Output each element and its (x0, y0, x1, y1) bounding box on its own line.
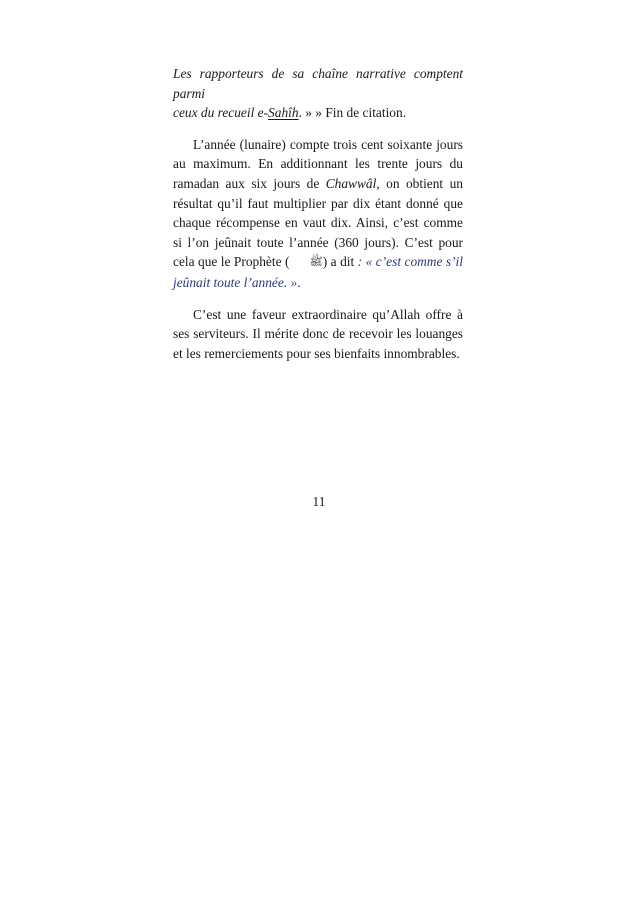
prophet-blessing-symbol: ﷺ (309, 256, 323, 269)
sahih-term: Sahîh (268, 105, 299, 121)
citation-line-2-start: ceux du recueil e- (173, 105, 269, 121)
chawwal-term: Chawwâl (325, 175, 377, 191)
prophet-quote: : « c’est comme s’il jeûnait toute l’année. » (173, 254, 463, 290)
page-number: 11 (312, 494, 326, 509)
citation-line-2-end: . » » Fin de citation. (298, 105, 407, 121)
lunar-year-text-a: L’année (lunaire) compte trois cent soixante jours au maximum. En additionnant les trente jours du ramadan aux six jours de (173, 136, 463, 191)
page-body (173, 64, 463, 363)
paragraph-citation-end (173, 64, 463, 123)
lunar-year-text-c: ) a dit (322, 254, 358, 270)
paragraph-lunar-year (173, 135, 463, 293)
paragraph-favour: C’est une faveur extraordinaire qu’Allah offre à ses serviteurs. Il mérite donc de recevoir les louanges et les remerciements pour ses bienfaits innombrables. (173, 306, 463, 361)
lunar-year-text-d: . (297, 274, 301, 290)
lunar-year-text-b: , on obtient un résultat qu’il faut multiplier par dix étant donné que chaque récompense en vaut dix. Ainsi, c’est comme si l’on jeûnait toute l’année (360 jours). C’est pour cela que le Prophète ( (173, 175, 463, 270)
citation-line-1: Les rapporteurs de sa chaîne narrative comptent parmi (173, 66, 463, 101)
